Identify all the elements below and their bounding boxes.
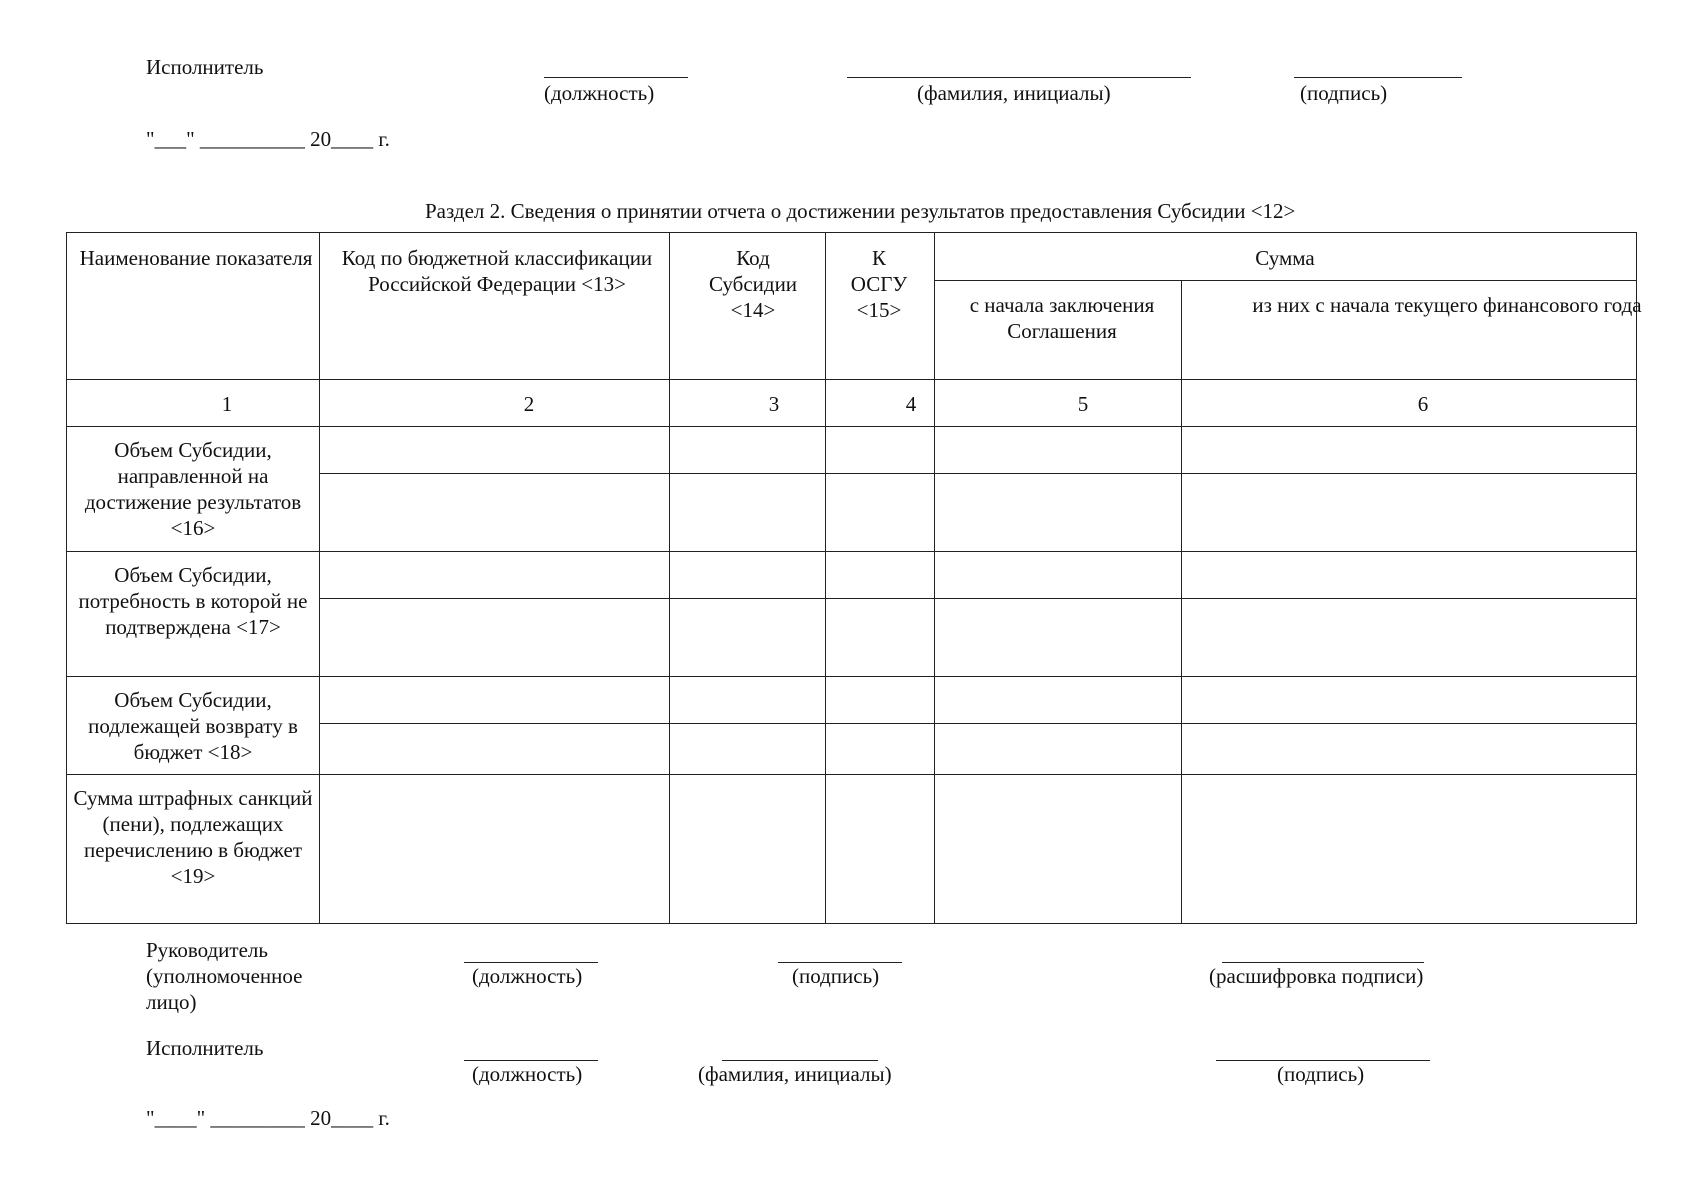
position-caption: (должность) (544, 81, 655, 105)
column-number-3: 3 (768, 392, 780, 416)
bottom-executor-label: Исполнитель (146, 1036, 264, 1060)
column-number-5: 5 (1077, 392, 1089, 416)
report-table (66, 232, 1642, 924)
row-label-subsidy-unconfirmed: Объем Субсидии, потребность в которой не подтверждена <17> (78, 563, 308, 639)
header-subsidy-code: Код Субсидии <14> (708, 246, 798, 322)
bottom-date-line: "____" _________ 20____ г. (146, 1106, 390, 1130)
column-number-2: 2 (523, 392, 535, 416)
header-budget-code: Код по бюджетной классификации Российской Федерации <13> (341, 246, 653, 296)
header-sum-group: Сумма (1255, 246, 1315, 270)
section-title: Раздел 2. Сведения о принятии отчета о достижении результатов предоставления Субсидии <12> (425, 199, 1296, 223)
row-label-penalties: Сумма штрафных санкций (пени), подлежащих перечислению в бюджет <19> (73, 786, 313, 888)
head-signature-caption: (подпись) (792, 964, 880, 988)
date-line: "___" __________ 20____ г. (146, 127, 390, 151)
column-number-6: 6 (1417, 392, 1429, 416)
signature-caption: (подпись) (1300, 81, 1388, 105)
header-current-year: из них с начала текущего финансового года (1252, 293, 1642, 317)
executor-position-caption: (должность) (472, 1062, 583, 1086)
executor-name-caption: (фамилия, инициалы) (698, 1062, 892, 1086)
position-signature-line (544, 77, 688, 78)
name-caption: (фамилия, инициалы) (917, 81, 1111, 105)
executor-signature-caption: (подпись) (1277, 1062, 1365, 1086)
header-since-agreement: с начала заключения Соглашения (969, 293, 1155, 343)
row-label-subsidy-return: Объем Субсидии, подлежащей возврату в бюджет <18> (88, 688, 298, 764)
signature-line (1294, 77, 1462, 78)
head-position-caption: (должность) (472, 964, 583, 988)
header-indicator-name: Наименование показателя (79, 246, 313, 270)
executor-label: Исполнитель (146, 55, 264, 79)
head-decoding-caption: (расшифровка подписи) (1209, 964, 1424, 988)
name-signature-line (847, 77, 1191, 78)
column-number-4: 4 (905, 392, 917, 416)
column-number-1: 1 (221, 392, 233, 416)
row-label-subsidy-directed: Объем Субсидии, направленной на достижение результатов <16> (84, 438, 302, 540)
header-kosgu: К ОСГУ <15> (850, 246, 908, 322)
head-label: Руководитель (уполномоченное лицо) (146, 938, 303, 1014)
